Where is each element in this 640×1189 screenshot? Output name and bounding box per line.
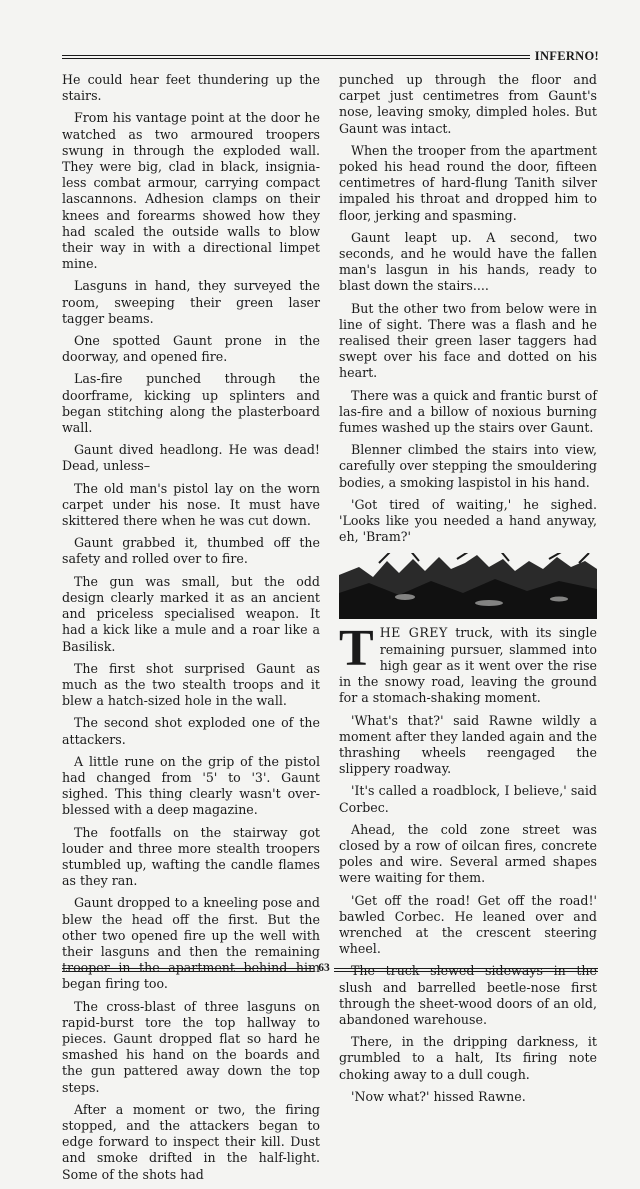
paragraph: One spotted Gaunt prone in the doorway, and opened fire. <box>62 333 320 365</box>
paragraph: Las-fire punched through the doorframe, kicking up splinters and began stitching along the plasterboard wall. <box>62 371 320 436</box>
running-head: INFERNO! <box>534 49 599 63</box>
paragraph: The footfalls on the stairway got louder and three more stealth troopers stumbled up, wafting the candle flames as they ran. <box>62 824 320 889</box>
paragraph: The gun was small, but the odd design clearly marked it as an ancient and priceless specialised weapon. It had a kick like a mule and a roar like a Basilisk. <box>62 573 320 654</box>
paragraph: Gaunt dived headlong. He was dead! Dead, unless– <box>62 442 320 474</box>
paragraph: The first shot surprised Gaunt as much as the two stealth troops and it blew a hatch-sized hole in the wall. <box>62 660 320 709</box>
paragraph: From his vantage point at the door he watched as two armoured troopers swung in through the exploded wall. They were big, clad in black, insignia-less combat armour, carrying compact lascannons. Adhesion clamps on their knees and forearms showed how they had scaled the outside walls to blow their way in with a directional limpet mine. <box>62 110 320 272</box>
paragraph: Blenner climbed the stairs into view, carefully over stepping the smouldering bodies, a smoking laspistol in his hand. <box>339 442 597 490</box>
paragraph: The second shot exploded one of the attackers. <box>62 715 320 747</box>
footer-rule-right <box>334 968 598 972</box>
paragraph: Gaunt grabbed it, thumbed off the safety and rolled over to fire. <box>62 535 320 567</box>
paragraph: 'Get off the road! Get off the road!' bawled Corbec. He leaned over and wrenched at the crescent steering wheel. <box>339 892 597 957</box>
drop-cap: T <box>339 620 374 678</box>
paragraph: Lasguns in hand, they surveyed the room, sweeping their green laser tagger beams. <box>62 278 320 326</box>
paragraph: Gaunt dropped to a kneeling pose and blew the head off the first. But the other two opened fire up the well with their lasguns and then the remaining trooper in the apartment behind him began firing too. <box>62 895 320 992</box>
paragraph: 'Got tired of waiting,' he sighed. 'Looks like you needed a hand anyway, eh, 'Bram?' <box>339 496 597 545</box>
paragraph: He could hear feet thundering up the stairs. <box>62 72 320 104</box>
section-opening-paragraph <box>339 620 597 706</box>
paragraph: Gaunt leapt up. A second, two seconds, and he would have the fallen man's lasgun in his hands, ready to blast down the stairs.... <box>339 229 597 294</box>
paragraph: 'What's that?' said Rawne wildly a moment after they landed again and the thrashing wheels reengaged the slippery roadway. <box>339 712 597 777</box>
paragraph: The cross-blast of three lasguns on rapid-burst tore the top hallway to pieces. Gaunt dropped flat so hard he smashed his hand on the boards and the gun pattered away down the top steps. <box>62 998 320 1095</box>
paragraph: 'Now what?' hissed Rawne. <box>351 1088 526 1104</box>
paragraph: When the trooper from the apartment poked his head round the door, fifteen centimetres of hard-flung Tanith silver impaled his throat and dropped him to floor, jerking and spasming. <box>339 142 597 223</box>
small-caps-lead: HE GREY <box>379 625 448 641</box>
header-rule <box>62 55 530 59</box>
paragraph: A little rune on the grip of the pistol had changed from '5' to '3'. Gaunt sighed. This thing clearly wasn't over-blessed with a deep magazine. <box>62 753 320 818</box>
paragraph: But the other two from below were in line of sight. There was a flash and he realised their green laser taggers had swept over his face and dotted on his heart. <box>339 300 597 381</box>
paragraph: The truck slewed sideways in the slush and barrelled beetle-nose first through the sheet-wood doors of an old, abandoned warehouse. <box>339 963 597 1027</box>
paragraph: Ahead, the cold zone street was closed by a row of oilcan fires, concrete poles and wire. Several armed shapes were waiting for them. <box>339 821 597 886</box>
left-column <box>62 72 320 1189</box>
right-column <box>339 72 597 1111</box>
paragraph: 'It's called a roadblock, I believe,' said Corbec. <box>339 783 597 815</box>
paragraph: There was a quick and frantic burst of las-fire and a billow of noxious burning fumes washed up the stairs over Gaunt. <box>339 387 597 436</box>
paragraph: The old man's pistol lay on the worn carpet under his nose. It must have skittered there when he was cut down. <box>62 480 320 529</box>
battle-scene-illustration <box>339 553 597 619</box>
footer-rule-left <box>62 968 314 972</box>
paragraph: There, in the dripping darkness, it grumbled to a halt, Its firing note choking away to a dull cough. <box>339 1034 597 1082</box>
paragraph: After a moment or two, the firing stopped, and the attackers began to edge forward to inspect their kill. Dust and smoke drifted in the half-light. Some of the shots had <box>62 1101 320 1182</box>
page-number: 63 <box>318 962 330 974</box>
opening-text: truck, with its single remaining pursuer, slammed into high gear as it went over the rise in the snowy road, leaving the ground for a stomach-shaking moment. <box>339 625 597 706</box>
paragraph: punched up through the floor and carpet just centimetres from Gaunt's nose, leaving smoky, dimpled holes. But Gaunt was intact. <box>339 72 597 136</box>
